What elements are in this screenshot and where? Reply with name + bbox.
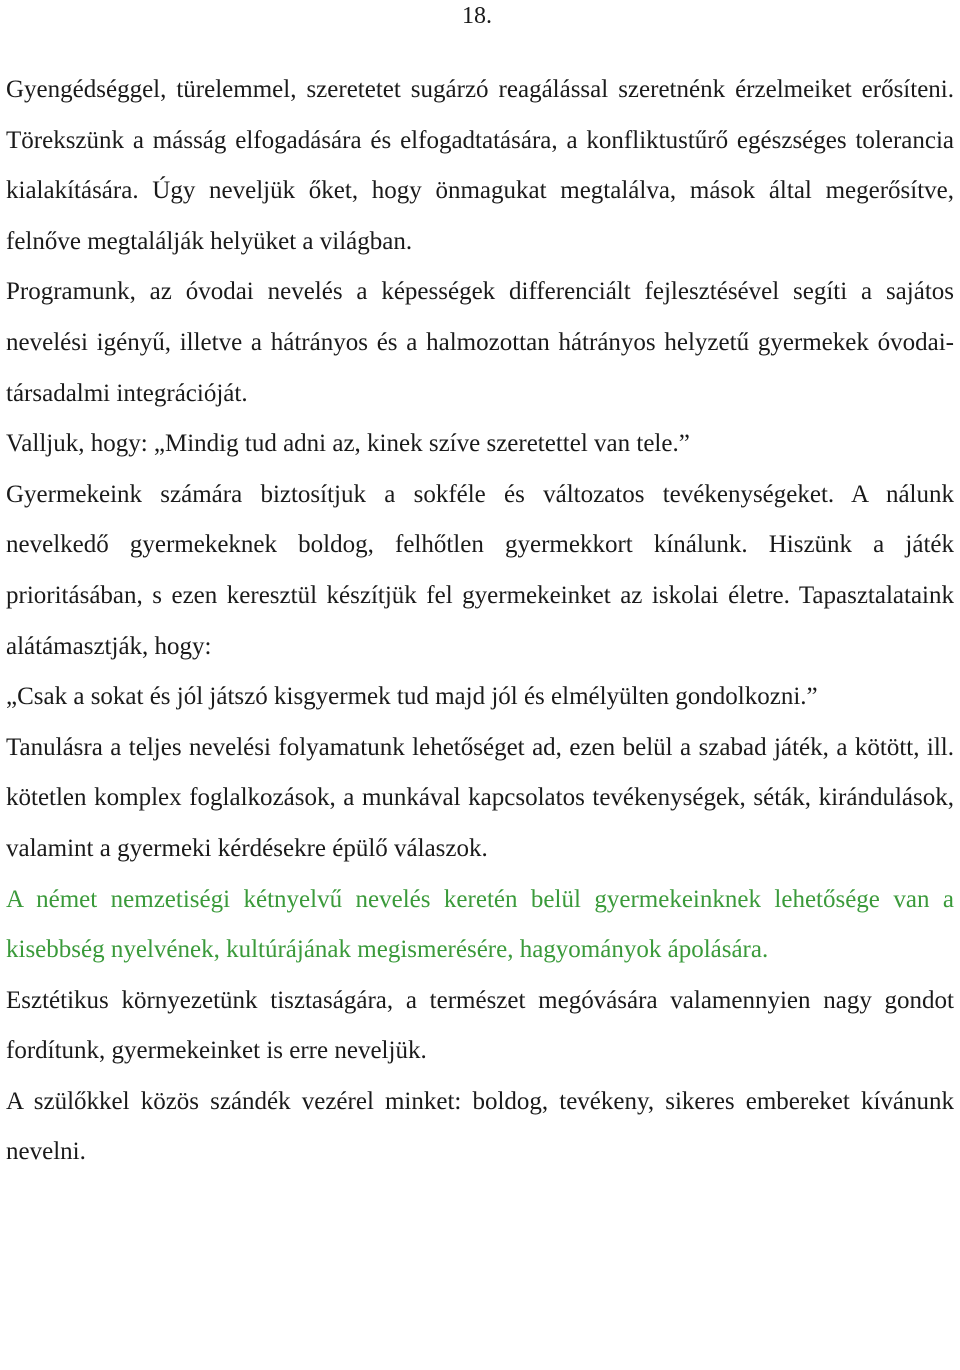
paragraph-activities: Gyermekeink számára biztosítjuk a sokféle és változatos tevékenységeket. A nálunk nevelkedő gyermekeknek boldog, felhőtlen gyermekkort kínálunk. Hiszünk a játék prioritásában, s ezen keresztül készítjük fel gyermekeinket az iskolai életre. Tapasztalataink alátámasztják, hogy: [6,480,954,660]
paragraph-motto: Valljuk, hogy: „Mindig tud adni az, kinek szíve szeretettel van tele.” [6,430,690,458]
paragraph-program-integration: Programunk, az óvodai nevelés a képességek differenciált fejlesztésével segíti a sajátos nevelési igényű, illetve a hátrányos és a halmozottan hátrányos helyzetű gyermekek óvodai-társadalmi integrációját. [6,278,954,407]
document-body [6,65,954,1178]
paragraph-emotional-upbringing: Gyengédséggel, türelemmel, szeretetet sugárzó reagálással szeretnénk érzelmeiket erősíteni. Törekszünk a másság elfogadására és elfogadtatására, a konfliktustűrő egészséges tolerancia kialakítására. Úgy neveljük őket, hogy önmagukat megtalálva, mások által megerősítve, felnőve megtalálják helyüket a világban. [6,76,954,255]
paragraph-german-bilingual: A német nemzetiségi kétnyelvű nevelés keretén belül gyermekeinknek lehetősége van a kisebbség nyelvének, kultúrájának megismerésére, hagyományok ápolására. [6,885,954,964]
paragraph-environment: Esztétikus környezetünk tisztaságára, a természet megóvására valamennyien nagy gondot fordítunk, gyermekeinket is erre neveljük. [6,986,954,1065]
paragraph-parents: A szülőkkel közös szándék vezérel minket: boldog, tevékeny, sikeres embereket kívánunk nevelni. [6,1087,954,1166]
paragraph-learning: Tanulásra a teljes nevelési folyamatunk lehetőséget ad, ezen belül a szabad játék, a kötött, ill. kötetlen komplex foglalkozások, a munkával kapcsolatos tevékenységek, séták, kirándulások, valamint a gyermeki kérdésekre épülő válaszok. [6,733,954,862]
paragraph-play-quote: „Csak a sokat és jól játszó kisgyermek tud majd jól és elmélyülten gondolkozni.” [6,683,818,711]
page-number: 18. [462,3,492,29]
